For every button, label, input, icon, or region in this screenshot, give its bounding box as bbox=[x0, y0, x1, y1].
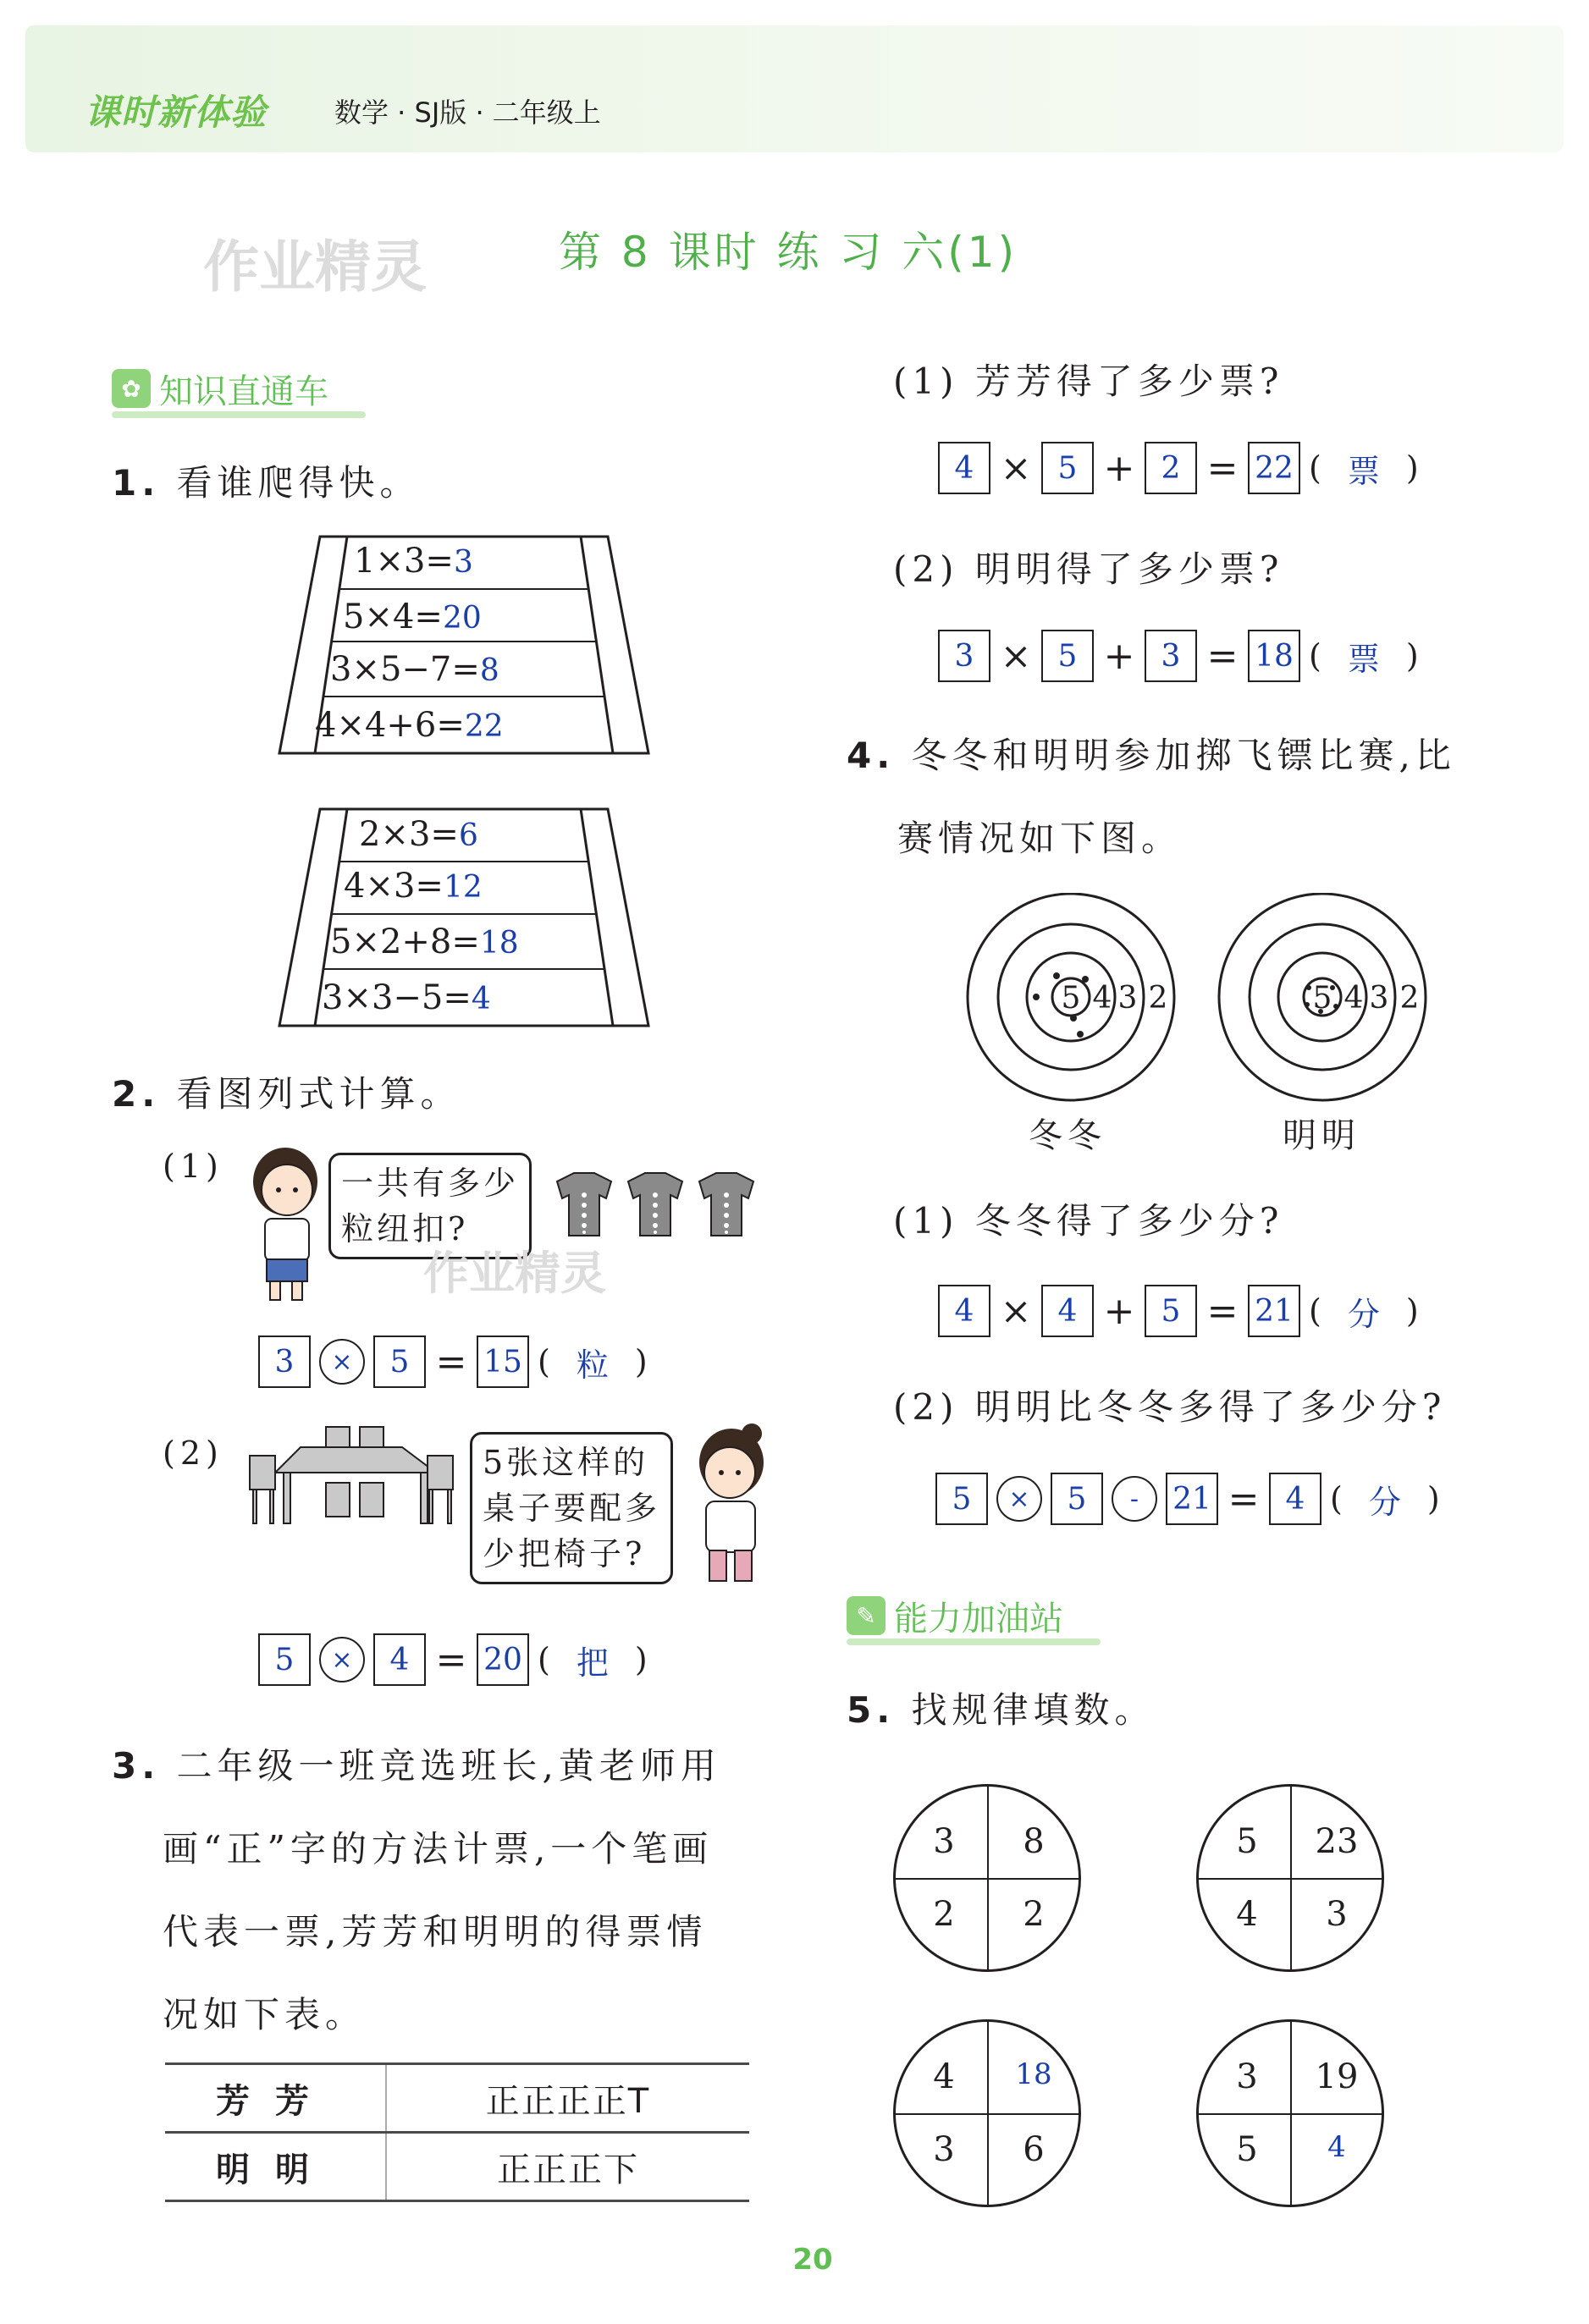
answer-box[interactable]: 5 bbox=[1041, 442, 1094, 494]
circle-number: 2 bbox=[1023, 1895, 1045, 1934]
answer: 22 bbox=[464, 709, 504, 744]
operator-circle[interactable]: × bbox=[996, 1476, 1042, 1522]
answer: 18 bbox=[479, 926, 519, 961]
page-number: 20 bbox=[792, 2243, 833, 2277]
equals-sign: = bbox=[1228, 1477, 1260, 1521]
player-name-dongdong: 冬冬 bbox=[1029, 1116, 1106, 1155]
target2-label: 5 bbox=[1312, 981, 1332, 1016]
unit-value: 分 bbox=[1347, 1295, 1380, 1333]
bus-icon: ✿ bbox=[112, 369, 151, 408]
ladder2-row bbox=[344, 867, 483, 906]
answer-box[interactable]: 4 bbox=[938, 442, 990, 494]
equals-sign: = bbox=[435, 1638, 467, 1682]
lesson-title: 第 8 课时 练 习 六(1) bbox=[559, 228, 1018, 277]
table-chairs-illustration bbox=[241, 1422, 461, 1540]
equals-sign: = bbox=[1206, 446, 1239, 490]
unit-value: 粒 bbox=[576, 1346, 609, 1384]
girl-illustration bbox=[684, 1422, 777, 1591]
pattern-circle bbox=[893, 2019, 1081, 2207]
bubble-line: 粒纽扣? bbox=[341, 1210, 469, 1247]
circle-number: 23 bbox=[1315, 1822, 1359, 1861]
answer-box[interactable]: 5 bbox=[1051, 1473, 1103, 1525]
q4-sub2-equation bbox=[935, 1473, 1440, 1525]
answer-box[interactable]: 2 bbox=[1145, 442, 1197, 494]
answer-box[interactable]: 21 bbox=[1166, 1473, 1218, 1525]
unit: ( 粒 ) bbox=[538, 1339, 648, 1385]
operator: × bbox=[1000, 634, 1032, 678]
answer-box[interactable]: 5 bbox=[935, 1473, 988, 1525]
q3-sub2-question: (2) 明明得了多少票? bbox=[893, 548, 1284, 590]
shirts-illustration bbox=[550, 1170, 770, 1246]
ladder2-row bbox=[330, 922, 519, 961]
equals-sign: = bbox=[435, 1340, 467, 1384]
table-row bbox=[165, 2064, 749, 2133]
tally-marks: 正正正下 bbox=[386, 2133, 749, 2201]
target2-label: 3 bbox=[1369, 981, 1389, 1016]
answer-box[interactable]: 4 bbox=[1041, 1285, 1094, 1337]
pen-icon: ✎ bbox=[847, 1596, 886, 1635]
expression: 3×3−5= bbox=[322, 978, 472, 1017]
vote-table bbox=[165, 2062, 749, 2202]
result-box[interactable]: 21 bbox=[1248, 1285, 1300, 1337]
circle-number: 4 bbox=[1236, 1895, 1258, 1934]
unit: ( 分 ) bbox=[1330, 1476, 1440, 1523]
answer-box[interactable]: 5 bbox=[1041, 630, 1094, 682]
answer-box[interactable]: 3 bbox=[1145, 630, 1197, 682]
unit-value: 票 bbox=[1347, 452, 1380, 490]
result-box[interactable]: 4 bbox=[1269, 1473, 1321, 1525]
operator: + bbox=[1103, 446, 1135, 490]
ladder2-row bbox=[322, 978, 491, 1017]
unit-value: 票 bbox=[1347, 640, 1380, 678]
dart-targets bbox=[965, 893, 1473, 1104]
bubble-line: 桌子要配多 bbox=[483, 1490, 661, 1527]
answer: 20 bbox=[442, 601, 482, 636]
target1-label: 4 bbox=[1092, 981, 1112, 1016]
target1-label: 5 bbox=[1061, 981, 1081, 1016]
q2-text: 看图列式计算。 bbox=[176, 1073, 461, 1115]
expression: 4×3= bbox=[344, 867, 444, 906]
answer-box[interactable]: 4 bbox=[373, 1633, 426, 1686]
circle-number: 4 bbox=[933, 2057, 955, 2096]
q4-line bbox=[847, 728, 1456, 779]
q5-prompt bbox=[847, 1682, 1156, 1733]
q3-line bbox=[112, 1738, 721, 1789]
q3-sub1-question: (1) 芳芳得了多少票? bbox=[893, 361, 1284, 402]
q4-sub1-question: (1) 冬冬得了多少分? bbox=[893, 1200, 1284, 1242]
target1-label: 2 bbox=[1148, 981, 1168, 1016]
operator-circle[interactable]: × bbox=[319, 1637, 365, 1682]
answer: 4 bbox=[471, 982, 491, 1016]
circle-number: 3 bbox=[1236, 2057, 1258, 2096]
player-name-mingming: 明明 bbox=[1283, 1116, 1360, 1155]
q3-line: 代表一票,芳芳和明明的得票情 bbox=[163, 1911, 708, 1952]
circle-number: 5 bbox=[1236, 1822, 1258, 1861]
equals-sign: = bbox=[1206, 634, 1239, 678]
pattern-circle bbox=[1196, 2019, 1384, 2207]
q3-sub1-equation bbox=[938, 442, 1419, 494]
q4-text: 冬冬和明明参加掷飞镖比赛,比 bbox=[911, 735, 1456, 776]
answer: 6 bbox=[458, 818, 478, 853]
answer-box[interactable]: 5 bbox=[258, 1633, 311, 1686]
speech-bubble bbox=[470, 1432, 673, 1584]
pattern-circle bbox=[893, 1784, 1081, 1972]
answer-box[interactable]: 5 bbox=[373, 1335, 426, 1388]
answer: 12 bbox=[443, 870, 483, 905]
q1-text: 看谁爬得快。 bbox=[176, 462, 421, 504]
section-header-ability bbox=[847, 1591, 1101, 1640]
ladder1-row bbox=[343, 598, 482, 636]
circle-answer[interactable]: 18 bbox=[1015, 2057, 1052, 2091]
operator-circle[interactable]: - bbox=[1112, 1476, 1157, 1522]
q2-part2-equation bbox=[258, 1633, 648, 1686]
q1-number: 1. bbox=[112, 462, 161, 504]
circle-number: 19 bbox=[1315, 2057, 1359, 2096]
unit: ( 分 ) bbox=[1309, 1288, 1419, 1335]
q2-part1-label: (1) bbox=[163, 1148, 223, 1185]
q1-prompt bbox=[112, 455, 421, 506]
watermark: 作业精灵 bbox=[423, 1247, 606, 1300]
bubble-line: 一共有多少 bbox=[341, 1165, 520, 1202]
circle-number: 3 bbox=[933, 2130, 955, 2169]
target2-label: 4 bbox=[1343, 981, 1364, 1016]
section-title: 知识直通车 bbox=[159, 372, 328, 411]
operator-circle[interactable]: × bbox=[319, 1339, 365, 1385]
q2-number: 2. bbox=[112, 1073, 161, 1115]
ladder1-row bbox=[330, 650, 499, 689]
answer-box[interactable]: 3 bbox=[258, 1335, 311, 1388]
q2-part2-label: (2) bbox=[163, 1435, 223, 1472]
unit-value: 把 bbox=[576, 1644, 609, 1682]
unit: ( 票 ) bbox=[1309, 633, 1419, 680]
answer-box[interactable]: 5 bbox=[1145, 1285, 1197, 1337]
expression: 4×4+6= bbox=[315, 706, 465, 745]
table-row bbox=[165, 2133, 749, 2201]
q4-sub1-equation bbox=[938, 1285, 1419, 1337]
unit: ( 把 ) bbox=[538, 1637, 648, 1683]
brand-title: 课时新体验 bbox=[85, 91, 268, 133]
expression: 5×4= bbox=[343, 598, 443, 636]
expression: 3×5−7= bbox=[330, 650, 480, 689]
unit-value: 分 bbox=[1368, 1483, 1401, 1521]
bubble-line: 5张这样的 bbox=[483, 1444, 649, 1481]
q3-text: 二年级一班竞选班长,黄老师用 bbox=[176, 1745, 721, 1787]
section-header-knowledge bbox=[112, 364, 366, 413]
candidate-name: 芳芳 bbox=[165, 2064, 386, 2133]
circle-number: 3 bbox=[1326, 1895, 1348, 1934]
q4-line: 赛情况如下图。 bbox=[897, 818, 1183, 859]
result-box[interactable]: 22 bbox=[1248, 442, 1300, 494]
circle-number: 6 bbox=[1023, 2130, 1045, 2169]
tally-marks: 正正正正T bbox=[386, 2064, 749, 2133]
q3-line: 况如下表。 bbox=[163, 1994, 367, 2035]
circle-number: 3 bbox=[933, 1822, 955, 1861]
target2-label: 2 bbox=[1399, 981, 1420, 1016]
operator: × bbox=[1000, 446, 1032, 490]
candidate-name: 明明 bbox=[165, 2133, 386, 2201]
q5-text: 找规律填数。 bbox=[911, 1689, 1156, 1731]
answer-box[interactable]: 3 bbox=[938, 630, 990, 682]
q2-prompt bbox=[112, 1066, 461, 1117]
watermark: 作业精灵 bbox=[203, 234, 427, 300]
q3-line: 画“正”字的方法计票,一个笔画 bbox=[163, 1828, 714, 1870]
answer: 3 bbox=[453, 545, 473, 580]
result-box[interactable]: 20 bbox=[477, 1633, 529, 1686]
expression: 5×2+8= bbox=[330, 922, 480, 961]
section-underline bbox=[847, 1638, 1101, 1645]
operator: + bbox=[1103, 1289, 1135, 1333]
ladder2-row bbox=[359, 815, 478, 854]
section-underline bbox=[112, 411, 366, 418]
result-box[interactable]: 15 bbox=[477, 1335, 529, 1388]
q2-part1-equation bbox=[258, 1335, 648, 1388]
expression: 2×3= bbox=[359, 815, 459, 854]
q4-sub2-question: (2) 明明比冬冬多得了多少分? bbox=[893, 1386, 1447, 1428]
ladder1-row bbox=[354, 542, 473, 581]
section-title: 能力加油站 bbox=[894, 1599, 1063, 1638]
ladder1-row bbox=[315, 706, 504, 745]
circle-number: 8 bbox=[1023, 1822, 1045, 1861]
q4-number: 4. bbox=[847, 735, 896, 776]
bubble-line: 少把椅子? bbox=[483, 1535, 646, 1572]
target1-label: 3 bbox=[1117, 981, 1138, 1016]
q5-number: 5. bbox=[847, 1689, 896, 1731]
q3-sub2-equation bbox=[938, 630, 1419, 682]
q3-number: 3. bbox=[112, 1745, 161, 1787]
operator: + bbox=[1103, 634, 1135, 678]
answer-box[interactable]: 4 bbox=[938, 1285, 990, 1337]
unit: ( 票 ) bbox=[1309, 445, 1419, 492]
result-box[interactable]: 18 bbox=[1248, 630, 1300, 682]
circle-number: 2 bbox=[933, 1895, 955, 1934]
header-subtitle: 数学 · SJ版 · 二年级上 bbox=[334, 96, 601, 129]
pattern-circle bbox=[1196, 1784, 1384, 1972]
expression: 1×3= bbox=[354, 542, 454, 581]
operator: × bbox=[1000, 1289, 1032, 1333]
circle-answer[interactable]: 4 bbox=[1327, 2130, 1346, 2164]
boy-illustration bbox=[241, 1141, 334, 1310]
answer: 8 bbox=[479, 653, 499, 688]
circle-number: 5 bbox=[1236, 2130, 1258, 2169]
equals-sign: = bbox=[1206, 1289, 1239, 1333]
